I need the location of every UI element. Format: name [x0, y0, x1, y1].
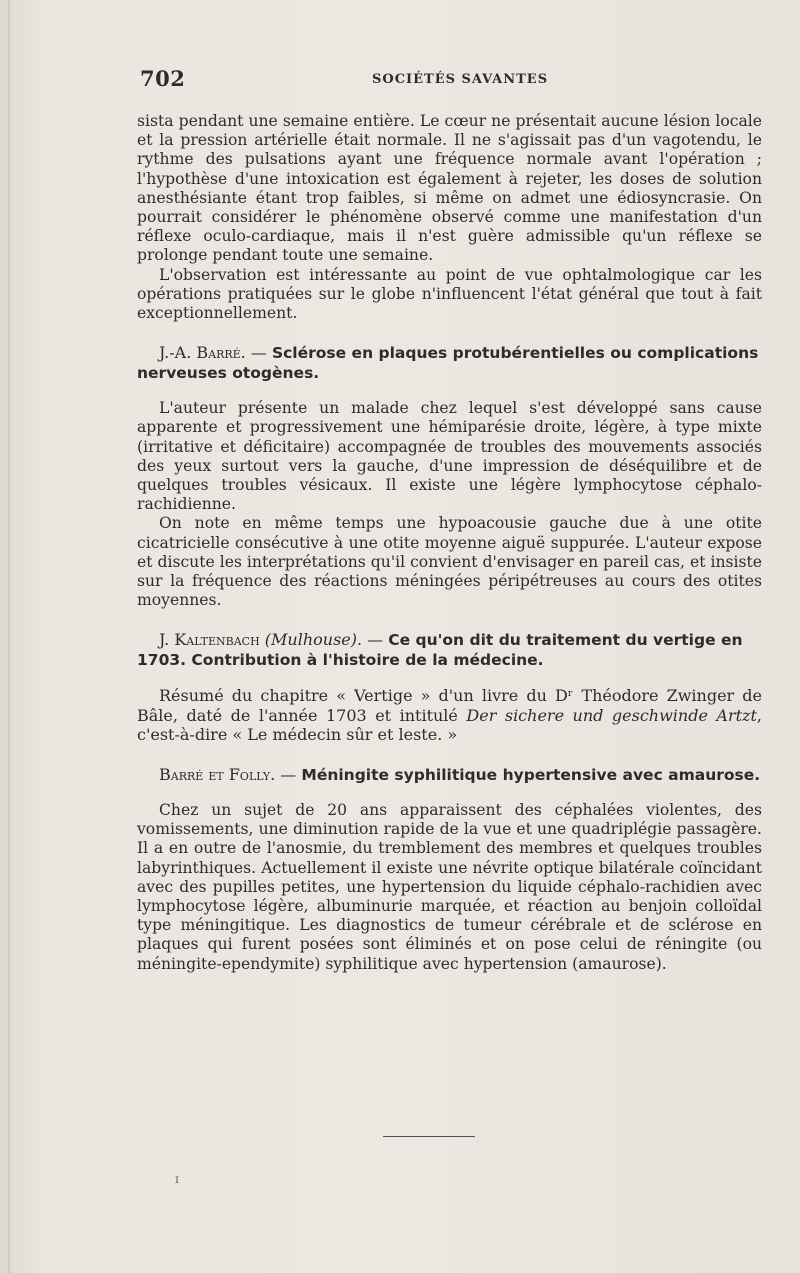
summary-text: Résumé du chapitre « Vertige » d'un livre du Dʳ Théodore Zwinger de Bâle, daté de l'année 1703 et intitulé [137, 686, 762, 725]
section-place: (Mulhouse). [264, 630, 363, 650]
section-title: Méningite syphilitique hypertensive avec amaurose. [301, 765, 761, 784]
section-paragraph: On note en même temps une hypoacousie gauche due à une otite cicatricielle consécutive à une otite moyenne aiguë suppurée. L'auteur expose et discute les interprétations qu'il convient d'envisager en pareil cas, et insiste sur la fréquence des réactions méningées péripétreuses au cours des otites moyennes. [137, 514, 762, 610]
section-heading-kaltenbach: J. Kaltenbach (Mulhouse). — Ce qu'on dit du traitement du vertige en 1703. Contribution à l'histoire de la médecine. [137, 630, 743, 670]
section-paragraph: Chez un sujet de 20 ans apparaissent des céphalées violentes, des vomissements, une diminution rapide de la vue et une quadriplégie passagère. Il a en outre de l'anosmie, du tremblement des membres et quelques troubles labyrinthiques. Actuellement il existe une névrite optique bilatérale coïncidant avec des pupilles petites, une hypertension du liquide céphalo-rachidien avec lymphocytose légère, albuminurie marquée, et réaction au benjoin colloïdal type méningitique. Les diagnostics de tumeur cérébrale et de sclérose en plaques qui furent posées sont éliminés et on pose celui de réningite (ou méningite-ependymite) syphilitique avec hypertension (amaurose). [137, 800, 762, 973]
page-header [140, 66, 760, 96]
section-author: Barré et Folly. [159, 764, 276, 784]
intro-paragraph-1: sista pendant une semaine entière. Le cœur ne présentait aucune lésion locale et la pression artérielle était normale. Il ne s'agissait pas d'un vagotendu, le rythme des pulsations ayant une fréquence normale avant l'opération ; l'hypothèse d'une intoxication est également à rejeter, les doses de solution anesthésiante étant trop faibles, si même on admet une édiosyncrasie. On pourrait considérer le phénomène observé comme une manifestation d'un réflexe oculo-cardiaque, mais il n'est guère admissible qu'un réflexe se prolonge pendant toute une semaine. [137, 112, 762, 265]
section-title: Sclérose en plaques protubérentielles ou complications nerveuses otogènes. [137, 344, 759, 383]
section-title: Ce qu'on dit du traitement du vertige en 1703. Contribution à l'histoire de la médecine. [137, 631, 743, 670]
page-number: 702 [140, 66, 186, 91]
section-paragraph: L'auteur présente un malade chez lequel s'est développé sans cause apparente et progressivement une hémiparésie droite, légère, à type mixte (irritative et déficitaire) accompagnée de troubles des mouvements associés des yeux surtout vers la gauche, d'une impression de déséquilibre et de quelques troubles vésicaux. Il existe une légère lymphocytose céphalo-rachidienne. [137, 399, 762, 514]
closing-rule [383, 1136, 475, 1137]
section-summary [137, 686, 762, 745]
section-author: J. Kaltenbach [159, 630, 260, 650]
footer-mark: ɪ [175, 1172, 179, 1186]
section-heading-barre-folly: Barré et Folly. — Méningite syphilitique hypertensive avec amaurose. [159, 764, 761, 784]
intro-paragraph-2: L'observation est intéressante au point de vue ophtalmologique car les opérations pratiquées sur le globe n'influencent l'état général que tout à fait exceptionnellement. [137, 265, 762, 323]
section-heading-barre: J.-A. Barré. — Sclérose en plaques protubérentielles ou complications nerveuses otogènes. [137, 343, 759, 383]
binding-edge [8, 0, 10, 1273]
running-title: SOCIÉTÉS SAVANTES [372, 72, 549, 87]
section-author: J.-A. Barré. [159, 343, 246, 363]
book-title: Der sichere und geschwinde Artzt [466, 705, 757, 725]
summary-text-end: , c'est-à-dire « Le médecin sûr et leste. » [137, 705, 763, 745]
page-content [137, 112, 762, 974]
